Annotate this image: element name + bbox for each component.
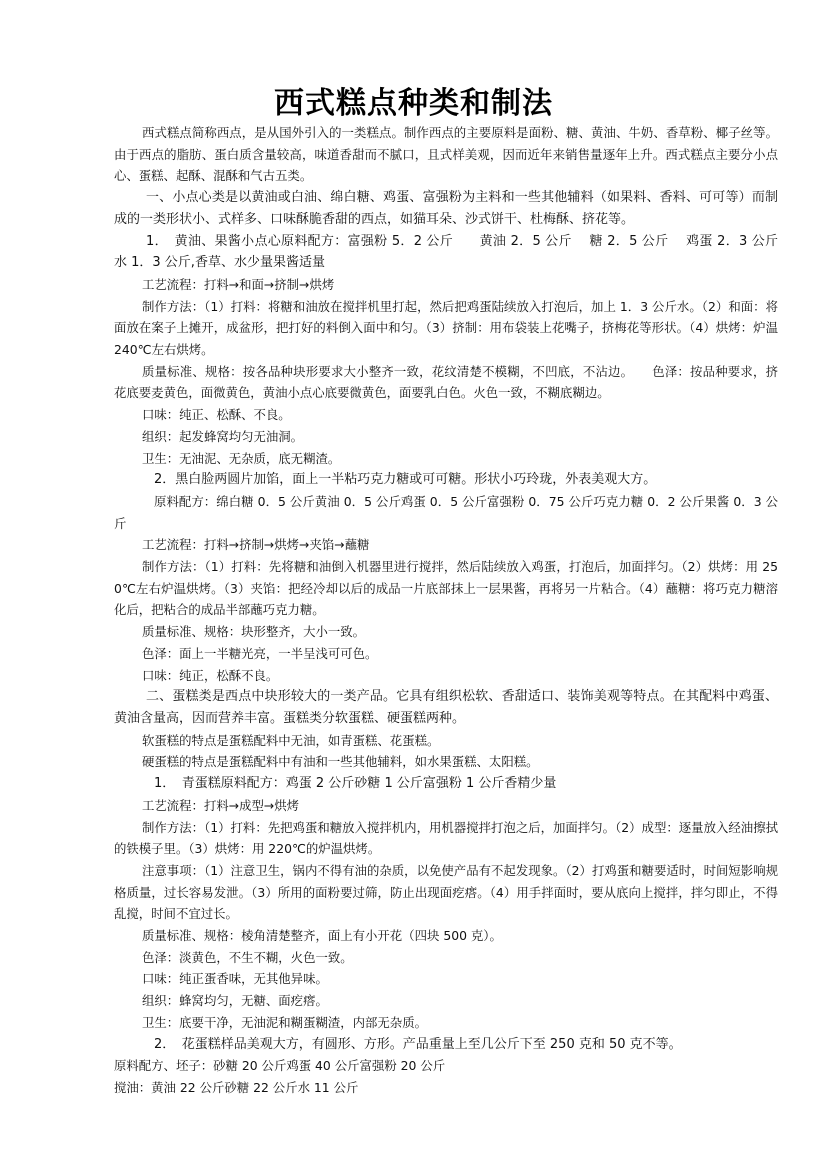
paragraph-notes: 注意事项：（1）注意卫生，锅内不得有油的杂质，以免使产品有不起发现象。（2）打鸡蛋和糖要适时，时间短影响规格质量，过长容易发泄。（3）所用的面粉要过筛，防止出现面疙瘩。（4）用手拌面时，要从底向上搅拌，拌匀即止，不得乱搅，时间不宜过长。 — [114, 862, 778, 922]
paragraph-process: 工艺流程：打料→挤制→烘烤→夹馅→蘸糖 — [142, 537, 370, 553]
paragraph-quality: 质量标准、规格：按各品种块形要求大小整齐一致，花纹清楚不模糊，不凹底，不沾边。 色泽：按品种要求，挤花底要麦黄色，面微黄色，黄油小点心底要微黄色，面要乳白色。火色一致，不糊底糊边。 — [114, 363, 778, 401]
paragraph-ingredients: 原料配方、坯子：砂糖 20 公斤鸡蛋 40 公斤富强粉 20 公斤 — [114, 1058, 446, 1074]
paragraph-process: 工艺流程：打料→和面→挤制→烘烤 — [142, 276, 335, 292]
item-heading-black-white: 2．黑白脸两圆片加馅，面上一半粘巧克力糖或可可糖。形状小巧玲珑，外表美观大方。 — [154, 472, 657, 488]
paragraph-butter-mix: 搅油：黄油 22 公斤砂糖 22 公斤水 11 公斤 — [114, 1079, 359, 1095]
paragraph-taste: 口味：纯正，松酥不良。 — [142, 667, 279, 683]
paragraph-color: 色泽：面上一半糖光亮，一半呈浅可可色。 — [142, 645, 378, 661]
paragraph-taste: 口味：纯正蛋香味，无其他异味。 — [142, 971, 328, 987]
item-heading-butter-jam: 1． 黄油、果酱小点心原料配方：富强粉 5．2 公斤 黄油 2．5 公斤 糖 2．5 公斤 鸡蛋 2．3 公斤 水 1．3 公斤,香草、水少量果酱适量 — [114, 233, 818, 271]
paragraph-quality: 质量标准、规格：块形整齐，大小一致。 — [142, 624, 366, 640]
section-heading-small-pastry: 一、小点心类是以黄油或白油、绵白糖、鸡蛋、富强粉为主料和一些其他辅料（如果料、香料、可可等）而制成的一类形状小、式样多、口味酥脆香甜的西点，如猫耳朵、沙式饼干、杜梅酥、挤花等。 — [114, 190, 778, 227]
paragraph-color: 色泽：淡黄色，不生不糊，火色一致。 — [142, 949, 353, 965]
paragraph-intro: 西式糕点简称西点，是从国外引入的一类糕点。制作西点的主要原料是面粉、糖、黄油、牛奶、香草粉、椰子丝等。由于西点的脂肪、蛋白质含量较高，味道香甜而不腻口，且式样美观，因而近年来销售量逐年上升。西式糕点主要分小点心、蛋糕、起酥、混酥和气古五类。 — [114, 125, 778, 184]
document-body — [114, 122, 818, 1099]
section-heading-cake: 二、蛋糕类是西点中块形较大的一类产品。它具有组织松软、香甜适口、装饰美观等特点。在其配料中鸡蛋、黄油含量高，因而营养丰富。蛋糕类分软蛋糕、硬蛋糕两种。 — [114, 689, 778, 726]
document-title: 西式糕点种类和制法 — [274, 86, 553, 121]
paragraph-quality: 质量标准、规格：棱角清楚整齐，面上有小开花（四块 500 克）。 — [142, 928, 502, 944]
paragraph-hard-cake: 硬蛋糕的特点是蛋糕配料中有油和一些其他辅料，如水果蛋糕、太阳糕。 — [142, 754, 539, 770]
paragraph-method: 制作方法：（1）打料：将糖和油放在搅拌机里打起，然后把鸡蛋陆续放入打泡后，加上 1．3 公斤水。（2）和面：将面放在案子上摊开，成盆形，把打好的料倒入面中和匀。（3）挤制：用布袋装上花嘴子，挤梅花等形状。（4）烘烤：炉温 240℃左右烘烤。 — [114, 298, 778, 358]
paragraph-taste: 口味：纯正、松酥、不良。 — [142, 407, 291, 423]
paragraph-texture: 组织：蜂窝均匀，无糖、面疙瘩。 — [142, 993, 328, 1009]
paragraph-soft-cake: 软蛋糕的特点是蛋糕配料中无油，如青蛋糕、花蛋糕。 — [142, 732, 440, 748]
paragraph-ingredients: 原料配方：绵白糖 0．5 公斤黄油 0．5 公斤鸡蛋 0．5 公斤富强粉 0．75 公斤巧克力糖 0．2 公斤果酱 0．3 公斤 — [114, 493, 778, 531]
item-heading-green-cake: 1． 青蛋糕原料配方：鸡蛋 2 公斤砂糖 1 公斤富强粉 1 公斤香精少量 — [154, 776, 557, 792]
paragraph-texture: 组织：起发蜂窝均匀无油洞。 — [142, 428, 304, 444]
item-heading-flower-cake: 2． 花蛋糕样品美观大方，有圆形、方形。产品重量上至几公斤下至 250 克和 50 克不等。 — [154, 1036, 682, 1052]
paragraph-hygiene: 卫生：底要干净，无油泥和糊蛋糊渣，内部无杂质。 — [142, 1014, 427, 1030]
paragraph-hygiene: 卫生：无油泥、无杂质，底无糊渣。 — [142, 450, 341, 466]
paragraph-method: 制作方法：（1）打料：先把鸡蛋和糖放入搅拌机内，用机器搅拌打泡之后，加面拌匀。（2）成型：逐量放入经油擦拭的铁模子里。（3）烘烤：用 220℃的炉温烘烤。 — [114, 819, 778, 857]
paragraph-process: 工艺流程：打料→成型→烘烤 — [142, 797, 300, 813]
paragraph-method: 制作方法：（1）打料：先将糖和油倒入机器里进行搅拌，然后陆续放入鸡蛋，打泡后，加面拌匀。（2）烘烤：用 250℃左右炉温烘烤。（3）夹馅：把经冷却以后的成品一片底部抹上一层果酱，再将另一片粘合。（4）蘸糖：将巧克力糖溶化后，把粘合的成品半部蘸巧克力糖。 — [114, 559, 778, 618]
